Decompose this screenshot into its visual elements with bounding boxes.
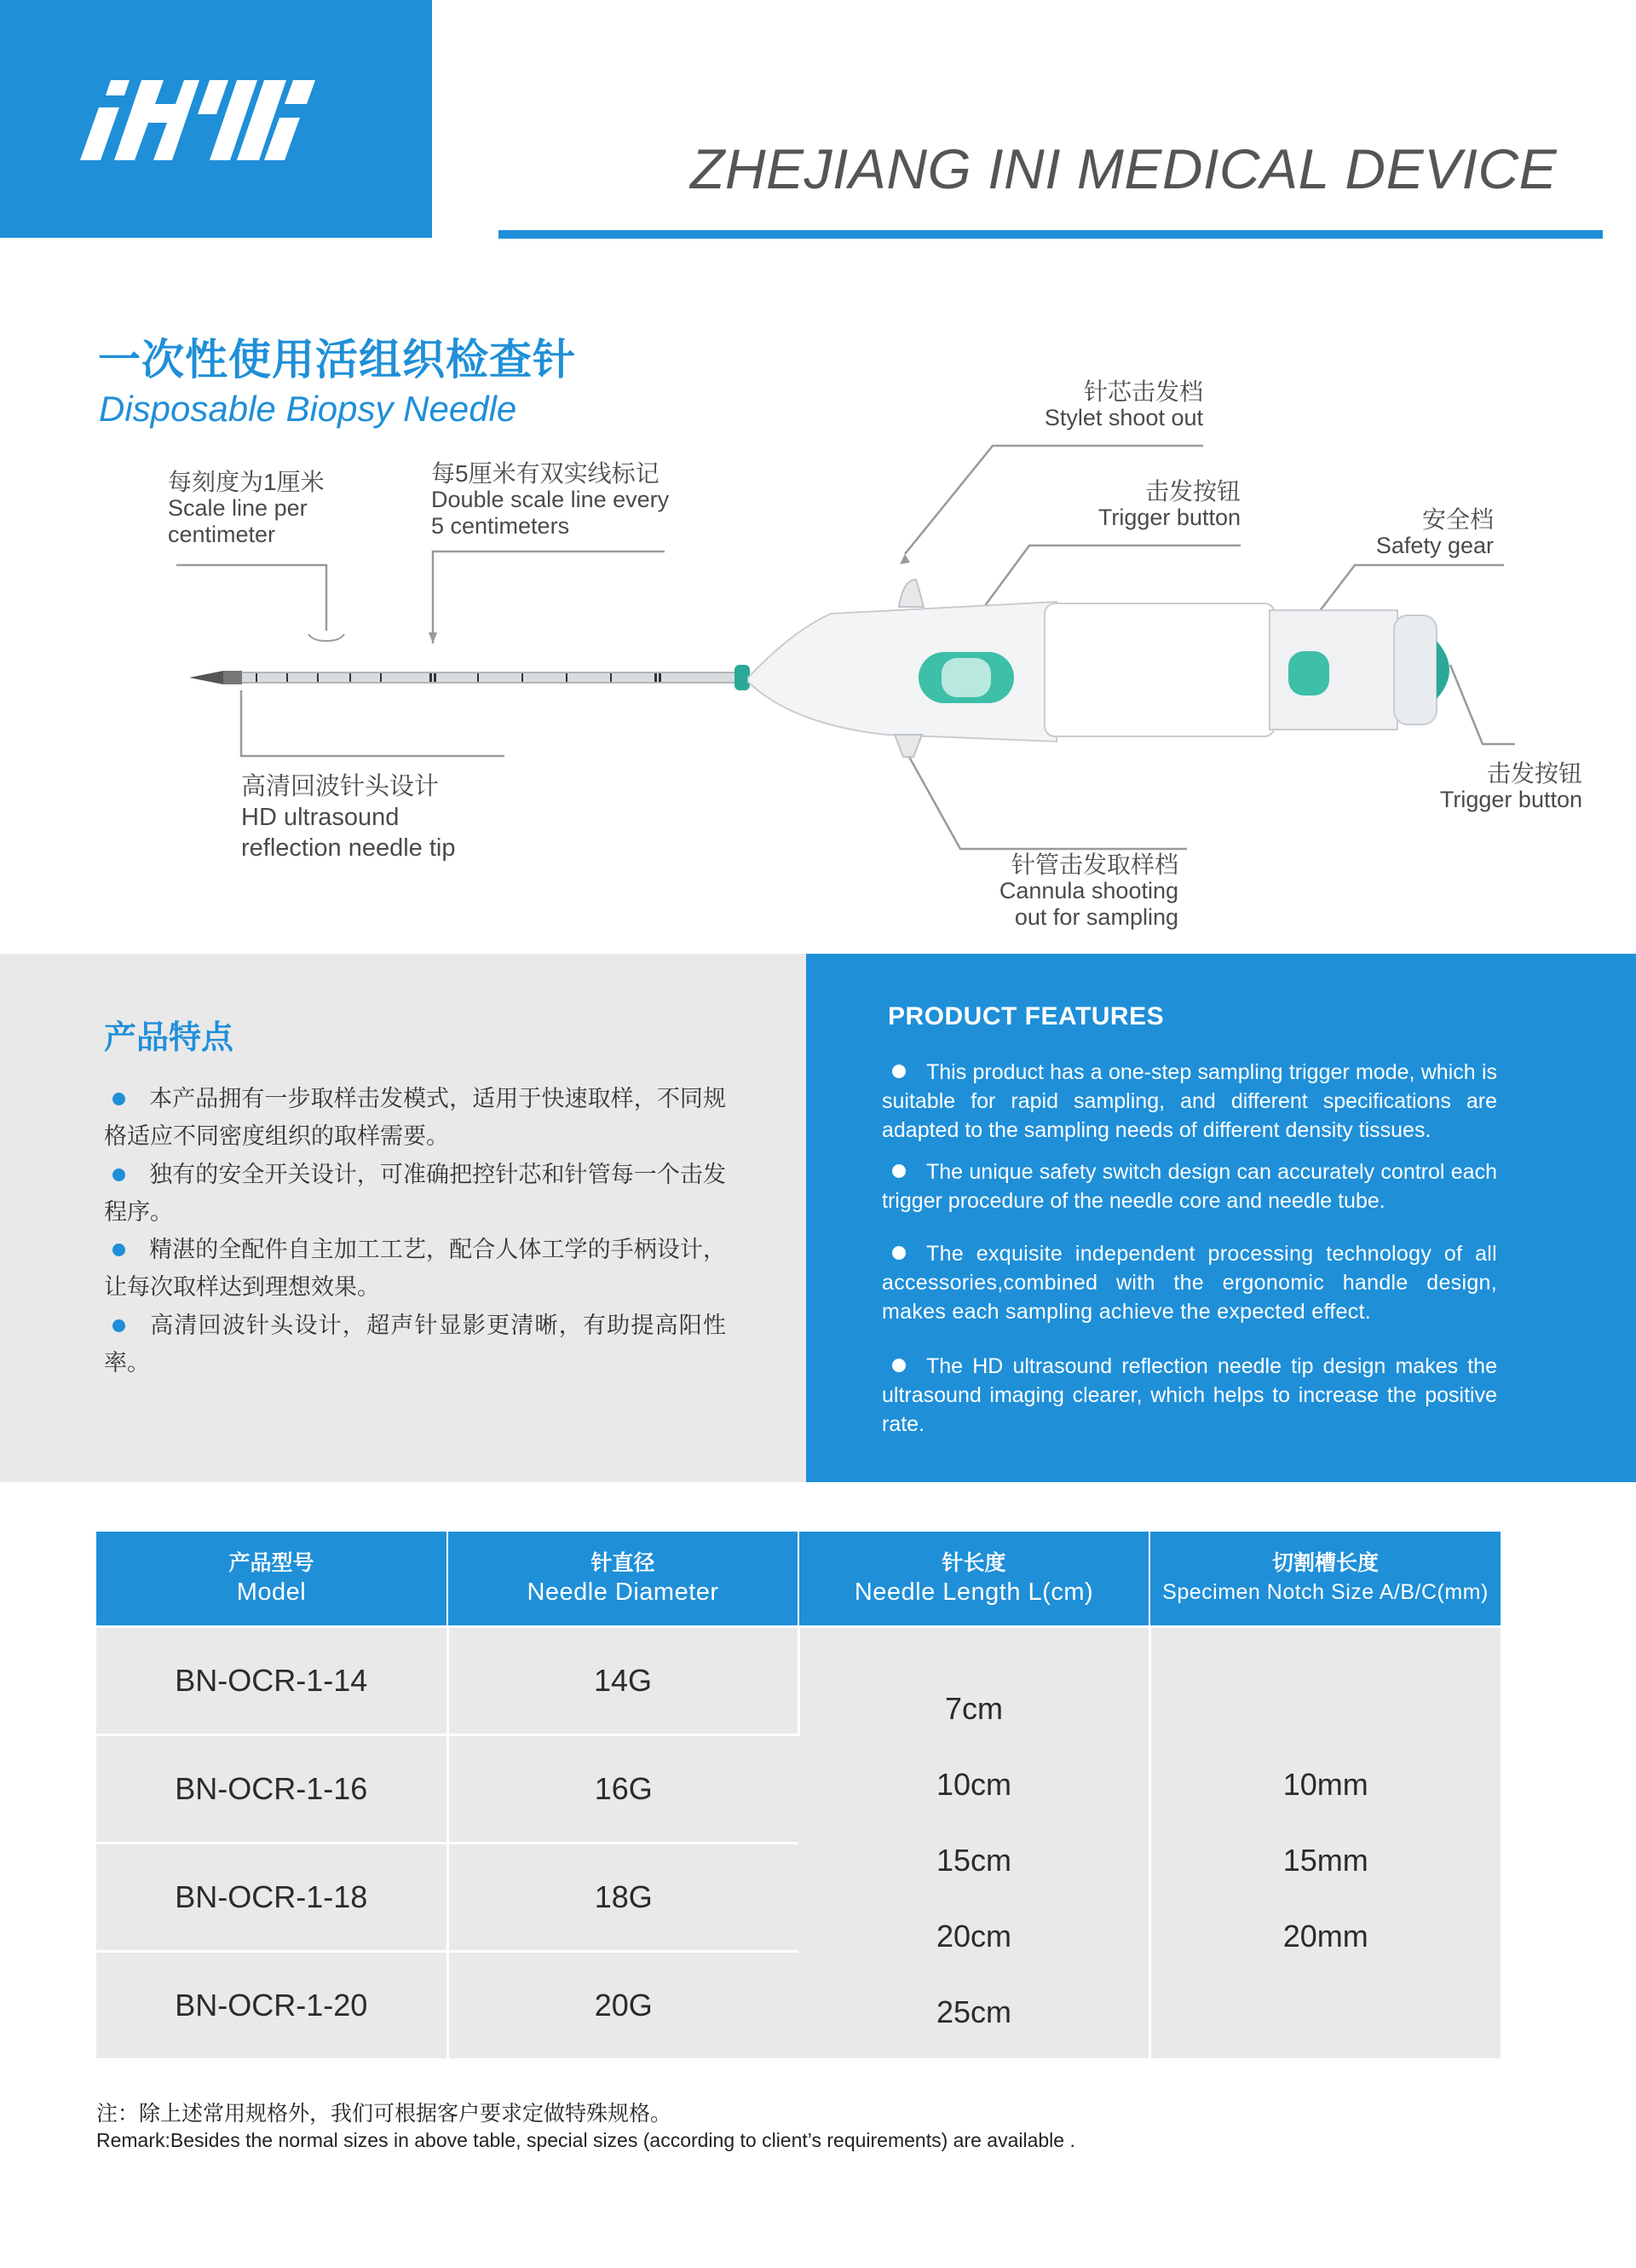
bullet-icon — [112, 1319, 125, 1332]
feature-en-text: The HD ultrasound reflection needle tip design makes the ultrasound imaging clearer, which helps to increase the positive rate. — [882, 1354, 1497, 1436]
callout-stylet-cn: 针芯击发档 — [1083, 378, 1203, 405]
double-scale-leader — [433, 551, 665, 643]
needle-shaft — [220, 672, 740, 683]
callout-scale-en1: Scale line per — [168, 495, 308, 521]
callout-tip — [241, 771, 456, 863]
callout-trigger-top — [1098, 478, 1241, 531]
callout-scale-en2: centimeter — [168, 522, 276, 547]
bullet-icon — [892, 1065, 906, 1078]
trigger-end-leader — [1450, 665, 1515, 744]
callout-cannula — [999, 851, 1178, 931]
length-cell — [798, 1627, 1149, 2059]
table-row — [96, 1627, 1501, 1735]
feature-cn-text: 本产品拥有一步取样击发模式，适用于快速取样，不同规格适应不同密度组织的取样需要。 — [104, 1086, 726, 1149]
bullet-icon — [892, 1246, 906, 1260]
callout-double-scale-en1: Double scale line every — [431, 487, 670, 512]
feature-en-text: The exquisite independent processing technology of all accessories,combined with the ergonomic handle design, makes each sampling achieve the expected effect. — [882, 1242, 1497, 1324]
diameter-cell: 14G — [447, 1627, 798, 1735]
header-diameter — [447, 1532, 798, 1627]
callout-double-scale — [431, 460, 669, 540]
bullet-icon — [112, 1169, 125, 1181]
notch-value: 15mm — [1282, 1843, 1368, 1878]
diameter-cell: 18G — [447, 1844, 798, 1952]
feature-en-text: The unique safety switch design can accurately control each trigger procedure of the needle core and needle tube. — [882, 1160, 1497, 1213]
callout-tip-en1: HD ultrasound — [241, 804, 400, 831]
bullet-icon — [112, 1093, 125, 1105]
header-length-en: Needle Length L(cm) — [854, 1578, 1094, 1606]
length-value: 10cm — [936, 1767, 1012, 1802]
notch-value: 20mm — [1282, 1919, 1368, 1953]
handle-sleeve — [1045, 603, 1275, 736]
table-header-row — [96, 1532, 1501, 1627]
feature-en-item — [882, 1352, 1497, 1439]
spec-table — [96, 1532, 1501, 2058]
notch-cell — [1149, 1627, 1501, 2059]
cannula-leader — [909, 757, 1187, 849]
bullet-icon — [892, 1359, 906, 1372]
callout-tip-en2: reflection needle tip — [241, 834, 456, 862]
features-en-title: PRODUCT FEATURES — [888, 1002, 1165, 1030]
header-notch-cn: 切割槽长度 — [1271, 1551, 1379, 1575]
remark-cn: 注：除上述常用规格外，我们可根据客户要求定做特殊规格。 — [96, 2102, 672, 2126]
callout-stylet — [1045, 378, 1203, 431]
feature-en-item — [882, 1157, 1497, 1215]
safety-gear-button — [1288, 651, 1329, 695]
needle-tip — [189, 671, 223, 684]
bullet-icon — [112, 1244, 125, 1256]
scale-leader — [176, 565, 326, 631]
feature-cn-text: 高清回波针头设计，超声针显影更清晰，有助提高阳性率。 — [104, 1313, 726, 1376]
ini-logo — [75, 75, 339, 164]
feature-cn-text: 精湛的全配件自主加工工艺，配合人体工学的手柄设计，让每次取样达到理想效果。 — [104, 1237, 726, 1300]
feature-cn-item — [104, 1080, 726, 1155]
callout-safety — [1376, 506, 1494, 559]
header-notch-en: Specimen Notch Size A/B/C(mm) — [1162, 1580, 1489, 1604]
length-value: 20cm — [936, 1919, 1012, 1953]
callout-double-scale-en2: 5 centimeters — [431, 513, 570, 539]
product-title-cn: 一次性使用活组织检查针 — [98, 336, 576, 384]
feature-en-item — [882, 1239, 1497, 1326]
logo-block — [0, 0, 432, 238]
header-diameter-en: Needle Diameter — [527, 1578, 719, 1606]
length-value: 7cm — [944, 1691, 1003, 1726]
diameter-cell: 20G — [447, 1952, 798, 2059]
callout-scale — [168, 469, 325, 548]
callout-safety-en: Safety gear — [1375, 533, 1494, 558]
feature-cn-text: 独有的安全开关设计，可准确把控针芯和针管每一个击发程序。 — [104, 1162, 726, 1225]
callout-trigger-top-en: Trigger button — [1097, 505, 1241, 530]
model-cell: BN-OCR-1-20 — [96, 1952, 447, 2059]
company-name: ZHEJIANG INI MEDICAL DEVICE — [690, 137, 1558, 200]
length-value: 25cm — [936, 1994, 1012, 2029]
header-length-cn: 针长度 — [942, 1551, 1006, 1575]
callout-scale-cn: 每刻度为1厘米 — [168, 469, 325, 495]
diameter-cell: 16G — [447, 1735, 798, 1844]
cannula-tab — [895, 735, 922, 757]
product-title-en: Disposable Biopsy Needle — [99, 389, 517, 429]
callout-cannula-en2: out for sampling — [1014, 904, 1178, 930]
callout-trigger-end — [1440, 760, 1582, 813]
bullet-icon — [892, 1164, 906, 1178]
trigger-button-end — [1437, 641, 1449, 699]
callout-trigger-end-cn: 击发按钮 — [1486, 760, 1582, 787]
header-model-cn: 产品型号 — [228, 1551, 314, 1575]
callout-stylet-en: Stylet shoot out — [1044, 405, 1203, 430]
header-diameter-cn: 针直径 — [590, 1551, 655, 1575]
features-cn-title: 产品特点 — [104, 1020, 234, 1056]
stylet-tab — [899, 580, 924, 607]
header-model-en: Model — [236, 1578, 307, 1606]
callout-safety-cn: 安全档 — [1421, 506, 1494, 533]
callout-cannula-cn: 针管击发取样档 — [1011, 851, 1178, 878]
notch-value: 10mm — [1282, 1767, 1368, 1802]
tip-leader — [241, 690, 504, 756]
callout-trigger-end-en: Trigger button — [1439, 787, 1582, 812]
callout-double-scale-cn: 每5厘米有双实线标记 — [431, 460, 660, 487]
callout-tip-cn: 高清回波针头设计 — [241, 773, 440, 800]
length-value: 15cm — [936, 1843, 1012, 1878]
model-cell: BN-OCR-1-14 — [96, 1627, 447, 1735]
model-cell: BN-OCR-1-16 — [96, 1735, 447, 1844]
header-notch — [1149, 1532, 1501, 1627]
header-rule — [498, 230, 1603, 239]
callout-trigger-top-cn: 击发按钮 — [1144, 478, 1241, 505]
remark-en: Remark:Besides the normal sizes in above table, special sizes (according to client’s requirements) are available . — [96, 2129, 1075, 2151]
feature-en-text: This product has a one-step sampling trigger mode, which is suitable for rapid sampling, and different specifications are adapted to the sampling needs of different density tissues. — [882, 1060, 1497, 1142]
feature-en-item — [882, 1058, 1497, 1145]
header-length — [798, 1532, 1149, 1627]
feature-cn-item — [104, 1156, 726, 1231]
callout-cannula-en1: Cannula shooting — [999, 878, 1178, 903]
feature-cn-item — [104, 1307, 726, 1382]
feature-cn-item — [104, 1231, 726, 1306]
header-model — [96, 1532, 447, 1627]
model-cell: BN-OCR-1-18 — [96, 1844, 447, 1952]
